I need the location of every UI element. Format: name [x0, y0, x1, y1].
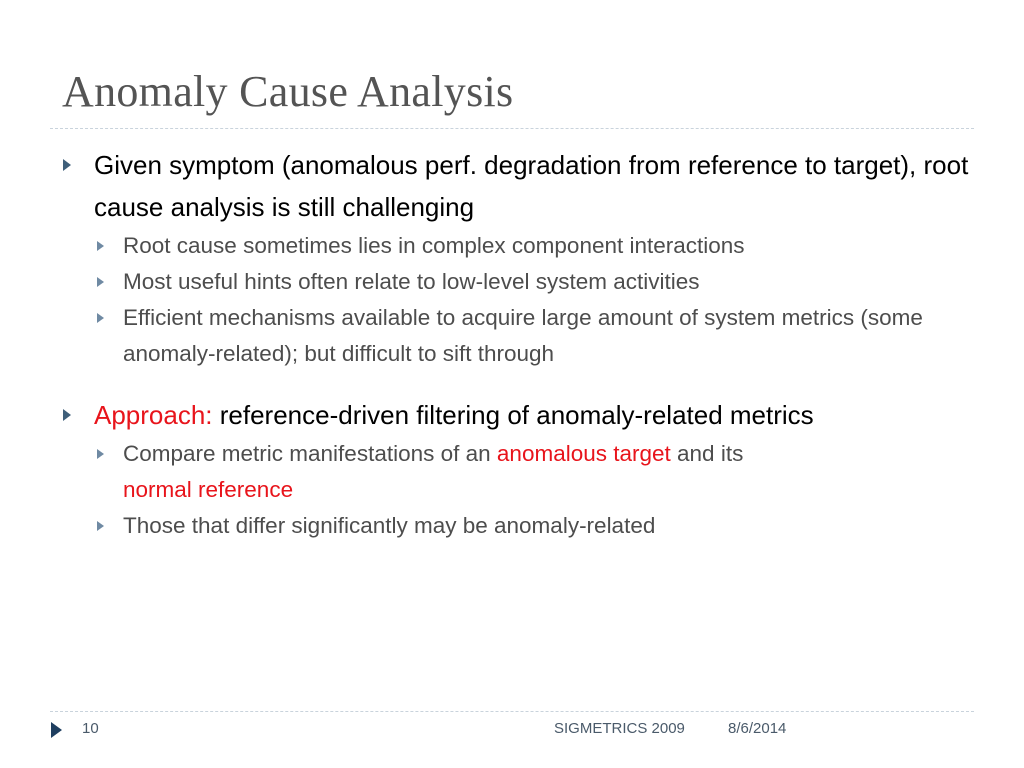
- footer-divider: [50, 711, 974, 712]
- bullet-arrow-icon: [63, 409, 71, 421]
- sub-bullet-text: Root cause sometimes lies in complex component interactions: [123, 233, 745, 258]
- sub-bullet-compare: [62, 436, 982, 508]
- compare-text-before: Compare metric manifestations of an: [123, 441, 497, 466]
- sub-bullet-hints: [62, 264, 982, 300]
- sub-bullet-text: Efficient mechanisms available to acquire large amount of system metrics (some anomaly-related); but difficult to sift through: [123, 305, 923, 366]
- approach-text: reference-driven filtering of anomaly-related metrics: [212, 400, 814, 430]
- page-number: 10: [82, 720, 99, 737]
- sub-bullet-mechanisms: [62, 300, 982, 372]
- sub-bullet-text: Those that differ significantly may be anomaly-related: [123, 513, 656, 538]
- footer-date: 8/6/2014: [728, 720, 787, 737]
- footer-conference: SIGMETRICS 2009: [554, 720, 685, 737]
- sub-bullet-arrow-icon: [97, 521, 104, 531]
- approach-label: Approach:: [94, 400, 213, 430]
- footer-arrow-icon: [51, 722, 62, 738]
- bullet-text: [94, 394, 982, 436]
- bullet-approach: [62, 394, 982, 436]
- title-divider: [50, 128, 974, 129]
- anomalous-target-highlight: anomalous target: [496, 441, 671, 466]
- sub-bullet-arrow-icon: [97, 277, 104, 287]
- bullet-symptom: [62, 144, 982, 228]
- sub-bullet-root-cause: [62, 228, 982, 264]
- spacer: [62, 372, 982, 394]
- slide-content: [62, 144, 982, 544]
- slide-title: Anomaly Cause Analysis: [62, 67, 514, 116]
- sub-bullet-arrow-icon: [97, 241, 104, 251]
- sub-bullet-arrow-icon: [97, 313, 104, 323]
- sub-bullet-arrow-icon: [97, 449, 104, 459]
- normal-reference-highlight: normal reference: [123, 477, 294, 502]
- bullet-text: Given symptom (anomalous perf. degradation from reference to target), root cause analysis is still challenging: [94, 150, 969, 222]
- compare-text-middle: and its: [670, 441, 744, 466]
- sub-bullet-differ: [62, 508, 982, 544]
- sub-bullet-text: Most useful hints often relate to low-level system activities: [123, 269, 700, 294]
- bullet-arrow-icon: [63, 159, 71, 171]
